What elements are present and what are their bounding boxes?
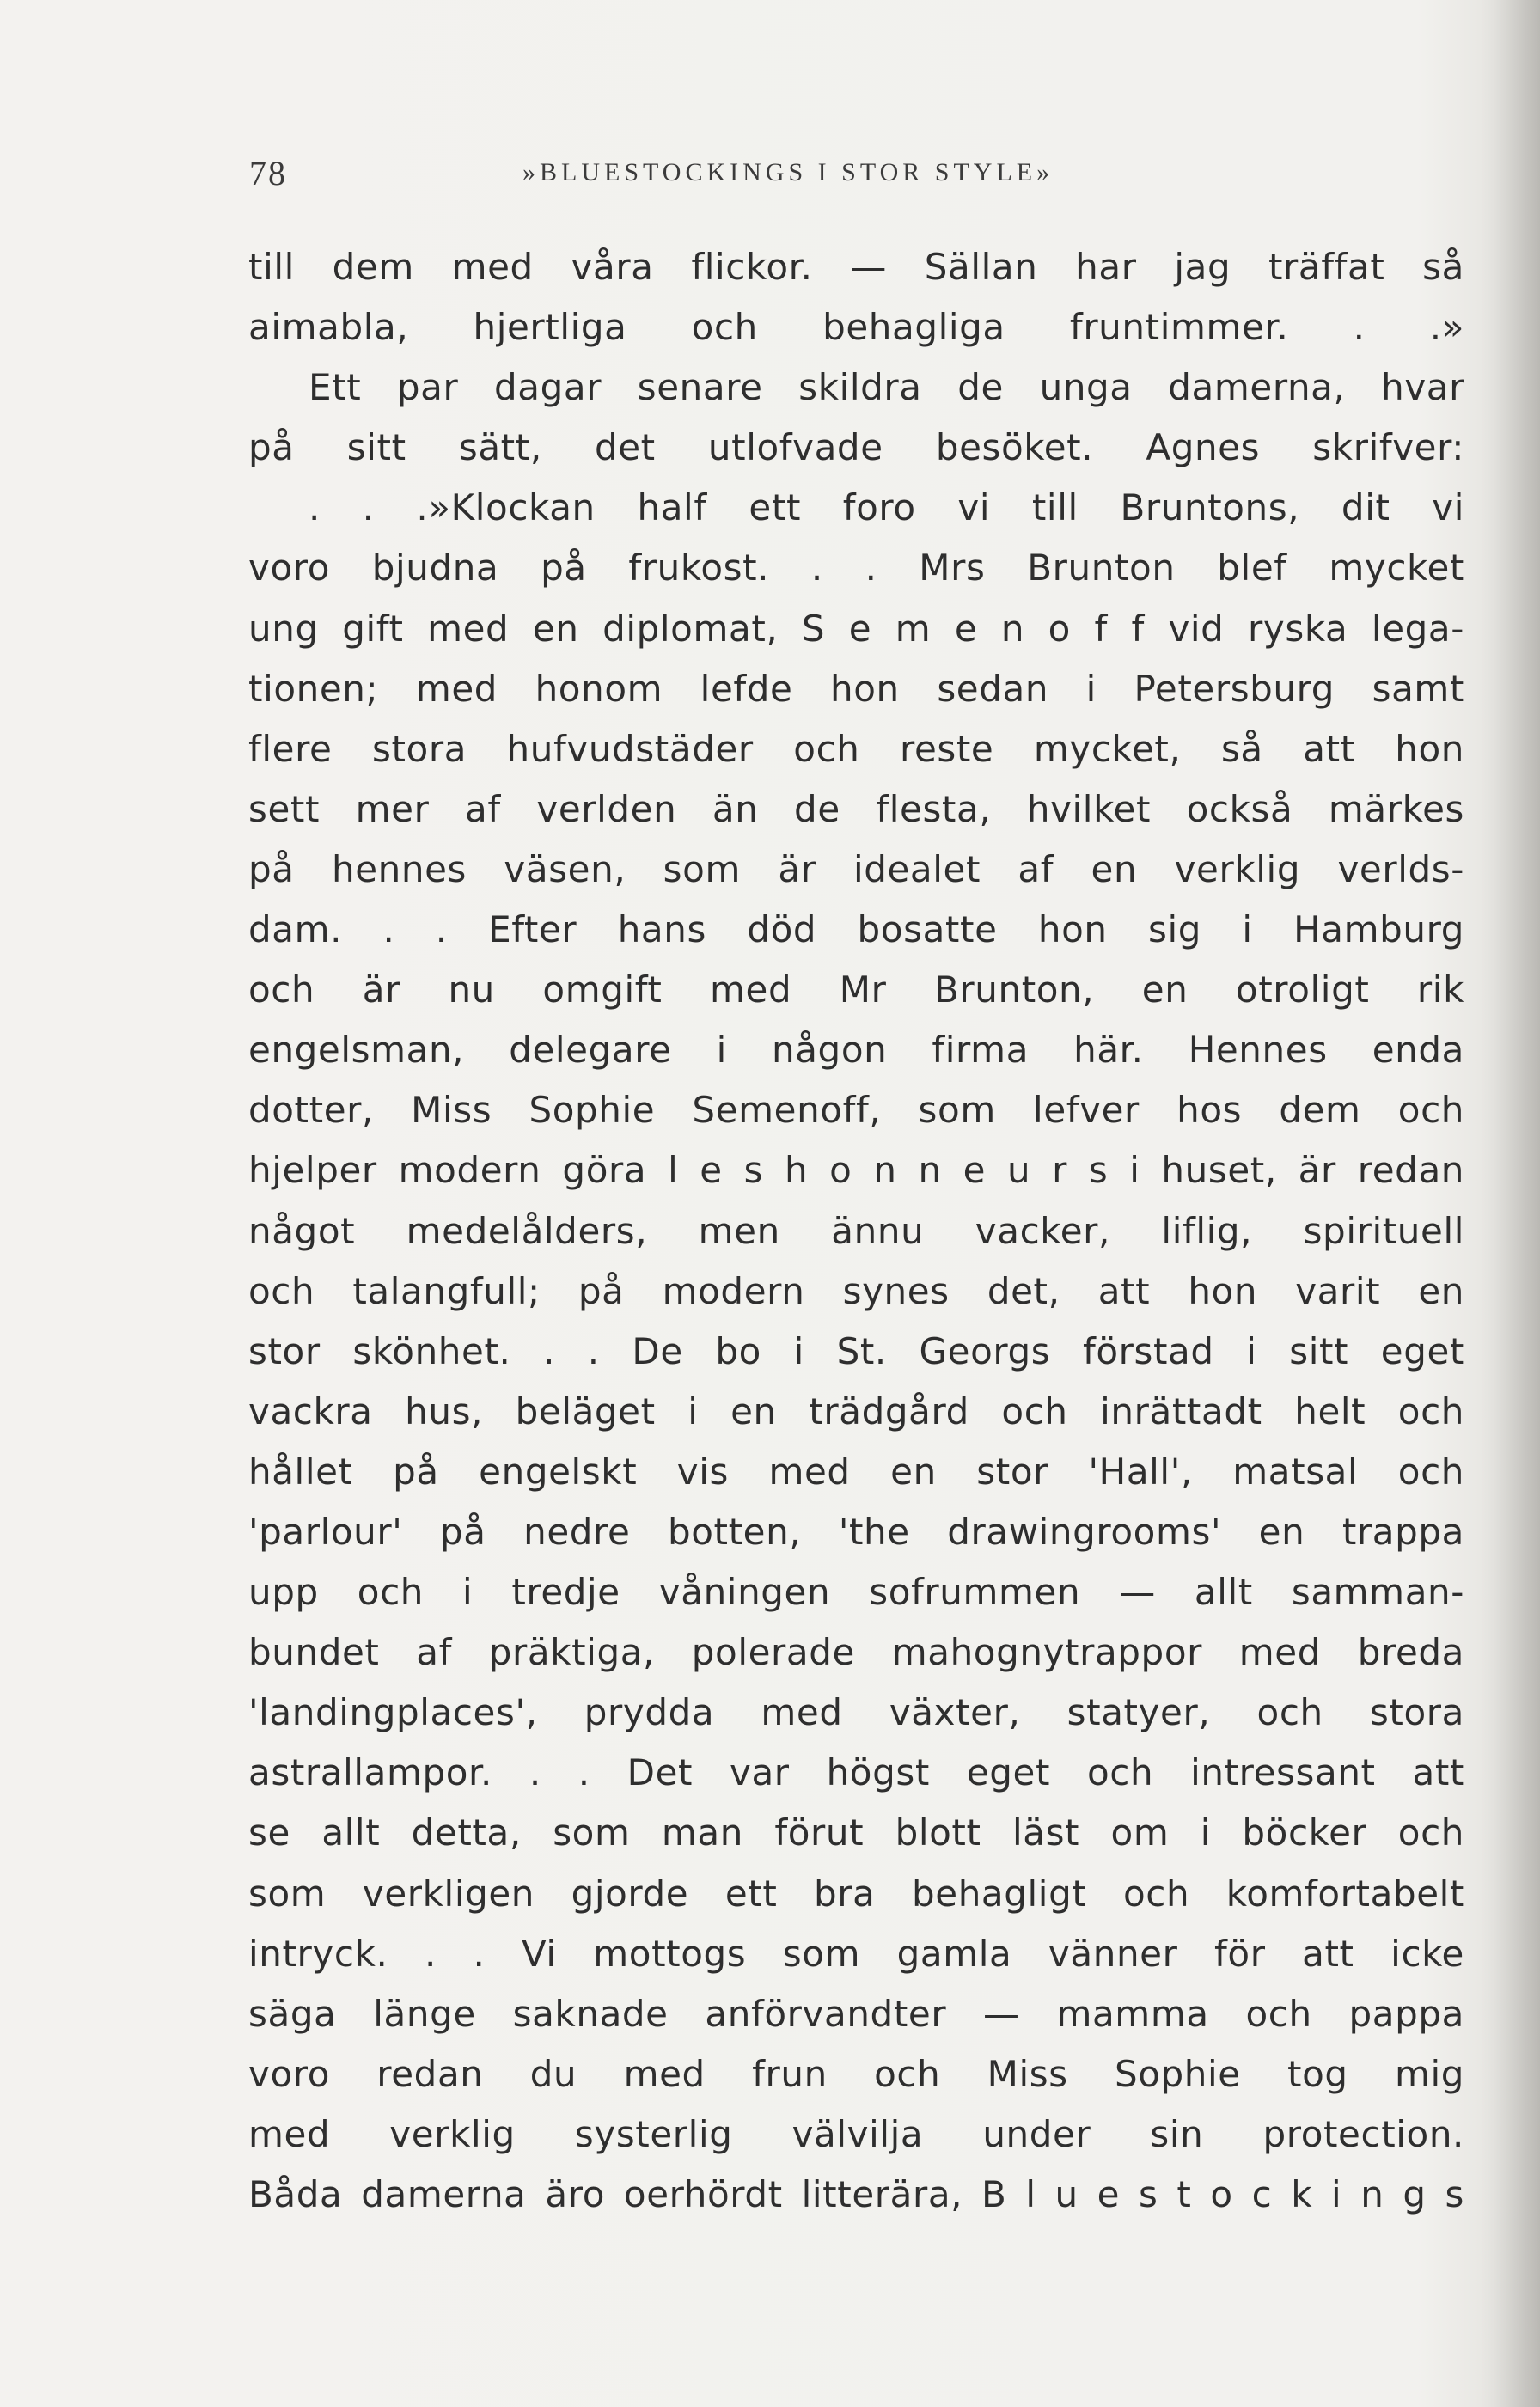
text-line: med verklig systerlig välvilja under sin protection. bbox=[248, 2112, 1464, 2155]
text-line: till dem med våra flickor. — Sällan har jag träffat så bbox=[248, 246, 1464, 288]
page-edge-shadow bbox=[1480, 0, 1540, 2407]
text-line: upp och i tredje våningen sofrummen — allt samman- bbox=[248, 1571, 1464, 1614]
text-line: aimabla, hjertliga och behagliga fruntimmer. . .» bbox=[248, 306, 1464, 349]
text-line: Ett par dagar senare skildra de unga damerna, hvar bbox=[309, 366, 1464, 409]
text-line: och är nu omgift med Mr Brunton, en otroligt rik bbox=[248, 968, 1464, 1011]
text-line: 'parlour' på nedre botten, 'the drawingrooms' en trappa bbox=[248, 1510, 1464, 1553]
text-line: säga länge saknade anförvandter — mamma och pappa bbox=[248, 1992, 1464, 2035]
text-line: bundet af präktiga, polerade mahognytrappor med breda bbox=[248, 1631, 1464, 1674]
page-header bbox=[249, 153, 1470, 205]
text-line: se allt detta, som man förut blott läst om i böcker och bbox=[248, 1811, 1464, 1854]
running-head: »BLUESTOCKINGS I STOR STYLE» bbox=[522, 158, 1054, 186]
text-line: engelsman, delegare i någon firma här. Hennes enda bbox=[248, 1029, 1464, 1072]
text-line: voro bjudna på frukost. . . Mrs Brunton blef mycket bbox=[248, 547, 1464, 590]
body-text bbox=[248, 237, 1464, 2225]
text-line: något medelålders, men ännu vacker, liflig, spirituell bbox=[248, 1209, 1464, 1252]
text-line: voro redan du med frun och Miss Sophie tog mig bbox=[248, 2052, 1464, 2095]
text-line: intryck. . . Vi mottogs som gamla vänner för att icke bbox=[248, 1932, 1464, 1975]
text-line: flere stora hufvudstäder och reste mycket, så att hon bbox=[248, 727, 1464, 770]
text-line: Båda damerna äro oerhördt litterära, B l u e s t o c k i n g s bbox=[248, 2173, 1464, 2215]
text-line: sett mer af verlden än de flesta, hvilket också märkes bbox=[248, 787, 1464, 830]
text-line: ung gift med en diplomat, S e m e n o f f vid ryska lega- bbox=[248, 607, 1464, 650]
text-line: på sitt sätt, det utlofvade besöket. Agnes skrifver: bbox=[248, 426, 1464, 469]
text-line: . . .»Klockan half ett foro vi till Bruntons, dit vi bbox=[309, 486, 1464, 529]
text-line: som verkligen gjorde ett bra behagligt och komfortabelt bbox=[248, 1872, 1464, 1915]
text-line: vackra hus, beläget i en trädgård och inrättadt helt och bbox=[248, 1390, 1464, 1433]
text-line: hjelper modern göra l e s h o n n e u r s i huset, är redan bbox=[248, 1149, 1464, 1192]
text-line: hållet på engelskt vis med en stor 'Hall', matsal och bbox=[248, 1450, 1464, 1493]
text-line: stor skönhet. . . De bo i St. Georgs förstad i sitt eget bbox=[248, 1329, 1464, 1372]
text-line: och talangfull; på modern synes det, att hon varit en bbox=[248, 1269, 1464, 1312]
text-line: dam. . . Efter hans död bosatte hon sig i Hamburg bbox=[248, 908, 1464, 951]
text-line: astrallampor. . . Det var högst eget och intressant att bbox=[248, 1751, 1464, 1794]
text-line: 'landingplaces', prydda med växter, statyer, och stora bbox=[248, 1691, 1464, 1734]
page-number: 78 bbox=[249, 154, 287, 192]
text-line: tionen; med honom lefde hon sedan i Petersburg samt bbox=[248, 667, 1464, 710]
text-line: på hennes väsen, som är idealet af en verklig verlds- bbox=[248, 847, 1464, 890]
text-line: dotter, Miss Sophie Semenoff, som lefver hos dem och bbox=[248, 1089, 1464, 1132]
